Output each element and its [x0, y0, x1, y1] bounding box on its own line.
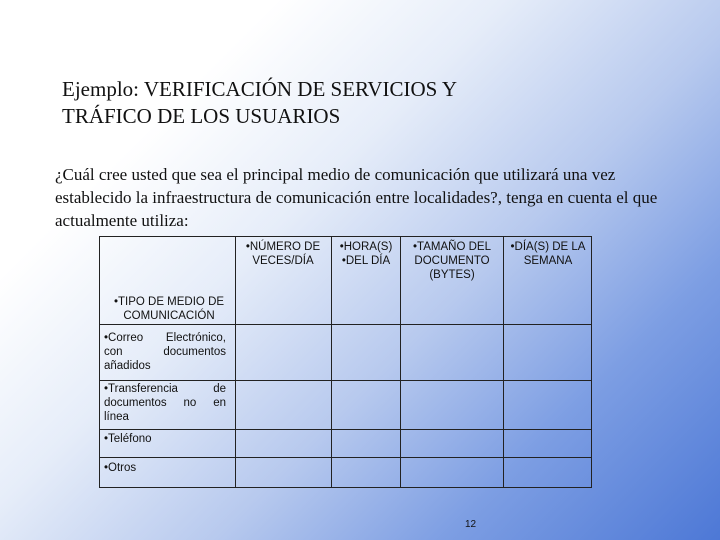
row-header-tipo-medio: •TIPO DE MEDIO DE COMUNICACIÓN — [113, 296, 225, 322]
header-numero-veces: •NÚMERO DE VECES/DÍA — [245, 241, 321, 267]
table-divider-vertical — [235, 237, 236, 487]
table-divider-horizontal — [100, 457, 591, 458]
table-divider-horizontal — [100, 324, 591, 325]
header-hora-dia — [334, 240, 398, 268]
table-divider-vertical — [503, 237, 504, 487]
title-line1: VERIFICACIÓN DE SERVICIOS Y — [143, 77, 457, 101]
survey-table — [99, 236, 592, 488]
table-divider-horizontal — [100, 380, 591, 381]
survey-question: ¿Cuál cree usted que sea el principal medio de comunicación que utilizará una vez establecido la infraestructura de comunicación entre localidades?, tenga en cuenta el que actualmente utiliza: — [55, 165, 658, 230]
table-divider-vertical — [400, 237, 401, 487]
title-line2: TRÁFICO DE LOS USUARIOS — [62, 104, 341, 128]
slide-title — [62, 76, 622, 130]
header-hora: •HORA(S) — [339, 241, 393, 253]
title-prefix: Ejemplo: — [62, 77, 144, 101]
row-label-correo: •Correo Electrónico, con documentos añadidos — [104, 332, 226, 372]
table-divider-vertical — [331, 237, 332, 487]
header-dias-semana: •DÍA(S) DE LA SEMANA — [510, 241, 586, 267]
page-number: 12 — [465, 519, 477, 530]
row-label-transferencia: •Transferencia de documentos no en línea — [104, 383, 226, 423]
table-divider-horizontal — [100, 429, 591, 430]
row-label-telefono: •Teléfono — [104, 433, 152, 445]
row-label-otros: •Otros — [104, 462, 137, 474]
header-tamano-documento: •TAMAÑO DEL DOCUMENTO (BYTES) — [413, 241, 491, 281]
header-del-dia: •DEL DÍA — [341, 255, 391, 267]
